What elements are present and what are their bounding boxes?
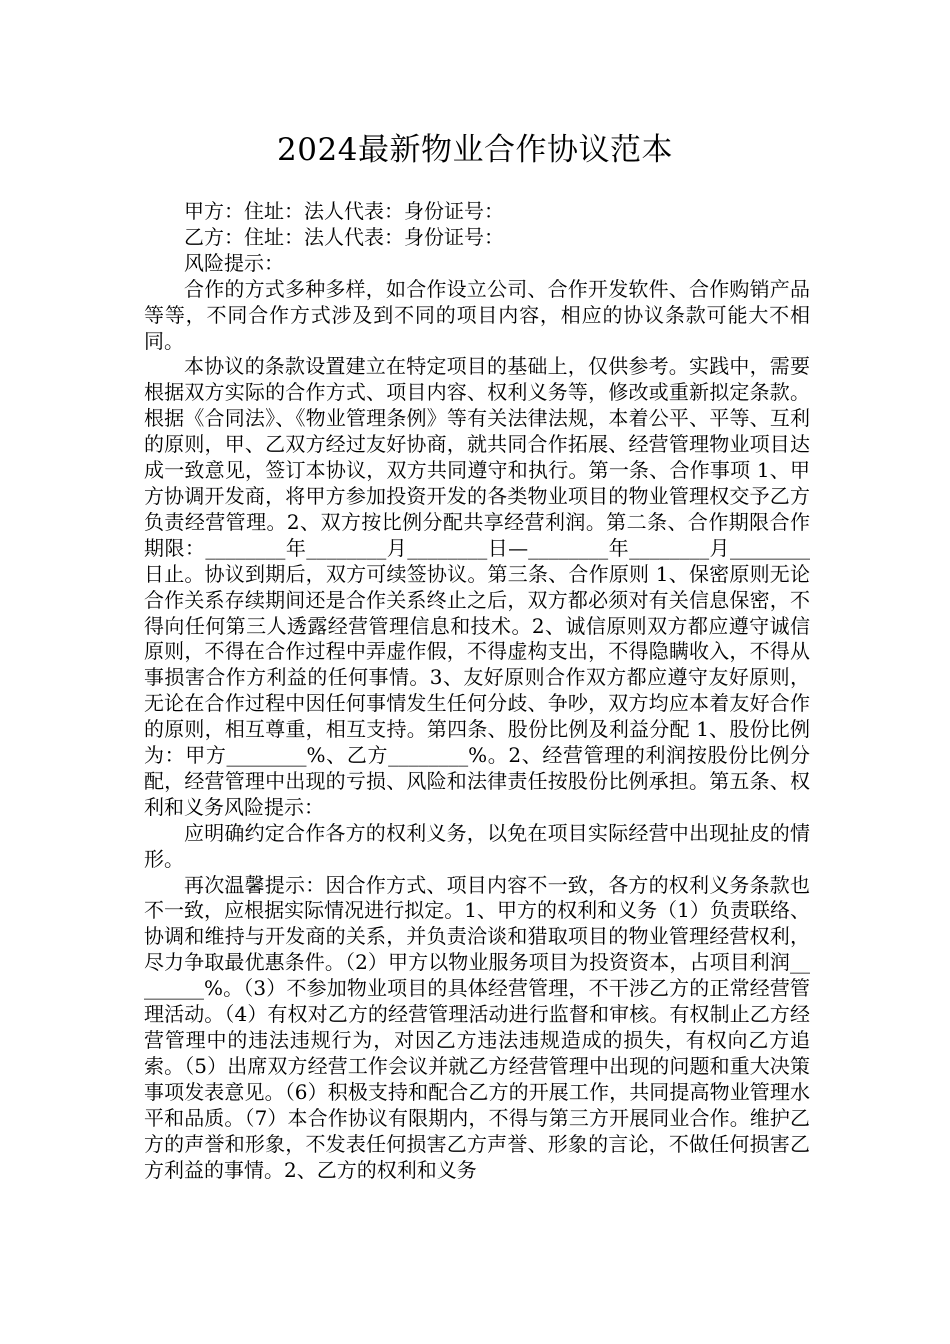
document-body <box>144 199 810 1183</box>
party-b-line: 乙方：住址：法人代表：身份证号： <box>184 224 504 249</box>
paragraph-cooperation-methods: 合作的方式多种多样，如合作设立公司、合作开发软件、合作购销产品等等，不同合作方式涉及到不同的项目内容，相应的协议条款可能大不相同。 <box>144 276 810 353</box>
document-title: 2024最新物业合作协议范本 <box>277 132 673 168</box>
paragraph-party-obligations: 再次温馨提示：因合作方式、项目内容不一致，各方的权利义务条款也不一致，应根据实际情况进行拟定。1、甲方的权利和义务（1）负责联络、协调和维持与开发商的关系，并负责洽谈和猎取项目的物业管理经营权利，尽力争取最优惠条件。（2）甲方以物业服务项目为投资资本，占项目利润________%。（3）不参加物业项目的具体经营管理，不干涉乙方的正常经营管理活动。（4）有权对乙方的经营管理活动进行监督和审核。有权制止乙方经营管理中的违法违规行为，对因乙方违法违规造成的损失，有权向乙方追索。（5）出席双方经营工作会议并就乙方经营管理中出现的问题和重大决策事项发表意见。（6）积极支持和配合乙方的开展工作，共同提高物业管理水平和品质。（7）本合作协议有限期内，不得与第三方开展同业合作。维护乙方的声誉和形象，不发表任何损害乙方声誉、形象的言论，不做任何损害乙方利益的事情。2、乙方的权利和义务 <box>144 872 810 1182</box>
risk-notice-heading: 风险提示： <box>184 250 284 275</box>
paragraph-rights-notice: 应明确约定合作各方的权利义务，以免在项目实际经营中出现扯皮的情形。 <box>144 820 810 871</box>
party-a-line: 甲方：住址：法人代表：身份证号： <box>184 199 504 223</box>
paragraph-main-terms: 本协议的条款设置建立在特定项目的基础上，仅供参考。实践中，需要根据双方实际的合作方式、项目内容、权利义务等，修改或重新拟定条款。根据《合同法》、《物业管理条例》等有关法律法规，本着公平、平等、互利的原则，甲、乙双方经过友好协商，就共同合作拓展、经营管理物业项目达成一致意见，签订本协议，双方共同遵守和执行。第一条、合作事项 1、甲方协调开发商，将甲方参加投资开发的各类物业项目的物业管理权交予乙方负责经营管理。2、双方按比例分配共享经营利润。第二条、合作期限合作期限：________年________月________日—________年________月________日止。协议到期后，双方可续签协议。第三条、合作原则 1、保密原则无论合作关系存续期间还是合作关系终止之后，双方都必须对有关信息保密，不得向任何第三人透露经营管理信息和技术。2、诚信原则双方都应遵守诚信原则，不得在合作过程中弄虚作假，不得虚构支出，不得隐瞒收入，不得从事损害合作方利益的任何事情。3、友好原则合作双方都应遵守友好原则，无论在合作过程中因任何事情发生任何分歧、争吵，双方均应本着友好合作的原则，相互尊重，相互支持。第四条、股份比例及利益分配 1、股份比例为：甲方________%、乙方________%。2、经营管理的利润按股份比例分配，经营管理中出现的亏损、风险和法律责任按股份比例承担。第五条、权利和义务风险提示： <box>144 354 810 819</box>
